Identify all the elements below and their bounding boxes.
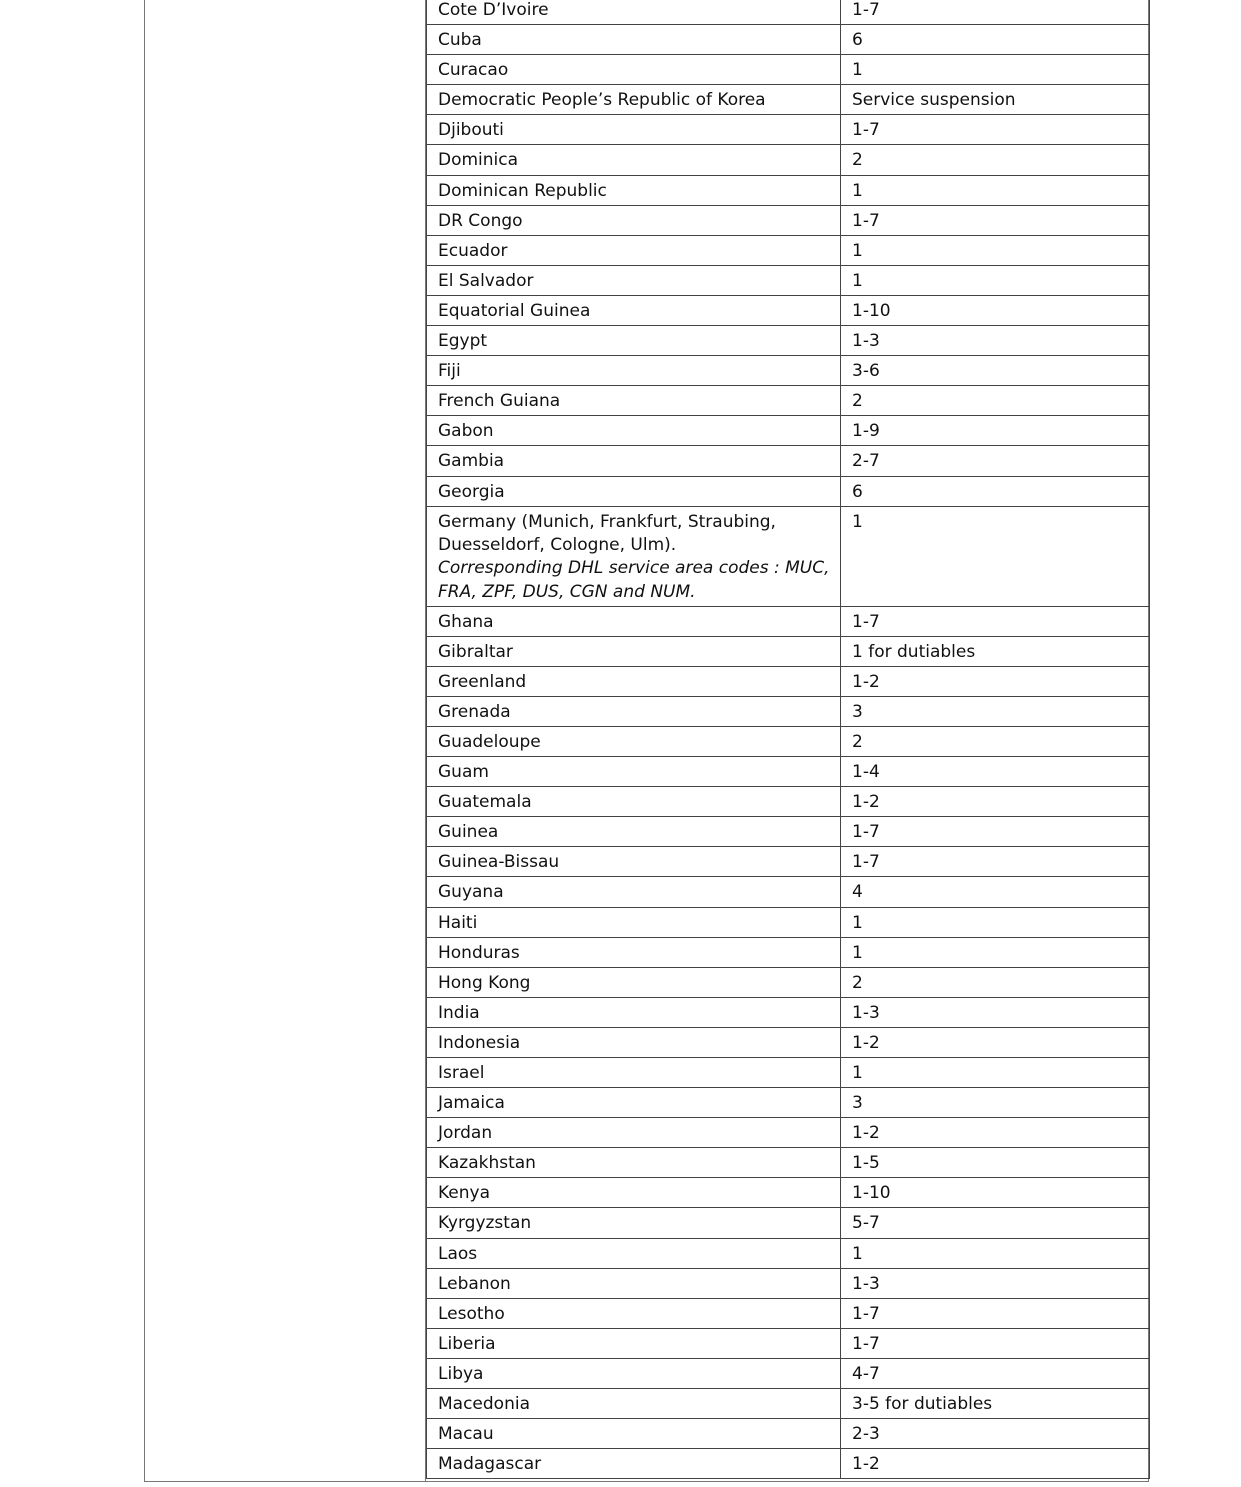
value-cell: 2-7 [841,446,1150,476]
value-cell: 1 [841,506,1150,606]
value-cell: 1 [841,265,1150,295]
value-cell: 1-7 [841,1328,1150,1358]
country-table [426,0,1150,1479]
country-name: Curacao [438,60,509,81]
country-name: Israel [438,1063,485,1083]
table-row [427,1148,1150,1178]
country-cell [427,416,841,446]
country-name: Guinea [438,822,499,843]
country-name: Germany (Munich, Frankfurt, Straubing, Duesseldorf, Cologne, Ulm). [438,511,776,555]
country-cell [427,696,841,726]
country-cell [427,1268,841,1298]
country-cell [427,1148,841,1178]
table-row [427,757,1150,787]
table-row [427,175,1150,205]
table-row [427,877,1150,907]
country-cell [427,967,841,997]
table-row [427,787,1150,817]
left-empty-cell [145,0,426,1481]
value-cell: 1-7 [841,205,1150,235]
country-name: Cote D’Ivoire [438,0,549,20]
value-cell: 1-5 [841,1148,1150,1178]
country-cell [427,235,841,265]
country-name: Ecuador [438,240,508,261]
country-name: Hong Kong [438,972,531,993]
table-row [427,666,1150,696]
table-row [427,967,1150,997]
country-cell [427,907,841,937]
value-cell: 1 [841,175,1150,205]
country-name: Guinea-Bissau [438,852,560,873]
country-name: Ghana [438,611,494,632]
country-cell [427,1298,841,1328]
country-cell [427,55,841,85]
value-cell: 2 [841,726,1150,756]
table-row [427,1449,1150,1479]
value-cell: 1-7 [841,606,1150,636]
country-cell [427,145,841,175]
table-row [427,726,1150,756]
country-cell [427,1208,841,1238]
country-name: Kenya [438,1183,491,1204]
country-cell [427,326,841,356]
table-row [427,606,1150,636]
value-cell: 1-9 [841,416,1150,446]
table-row [427,476,1150,506]
value-cell: 1 [841,55,1150,85]
country-cell [427,175,841,205]
country-cell [427,1328,841,1358]
table-row [427,1268,1150,1298]
value-cell: 1 [841,1058,1150,1088]
value-cell: 3-6 [841,356,1150,386]
country-cell [427,115,841,145]
table-row [427,235,1150,265]
country-name: Madagascar [438,1454,542,1475]
country-name: Kyrgyzstan [438,1213,532,1234]
value-cell: 1-2 [841,1118,1150,1148]
value-cell: 1 [841,1238,1150,1268]
country-name: India [438,1002,480,1023]
value-cell: 1 for dutiables [841,636,1150,666]
table-row [427,696,1150,726]
country-cell [427,25,841,55]
country-cell [427,295,841,325]
value-cell: 2 [841,967,1150,997]
table-row [427,85,1150,115]
country-cell [427,1088,841,1118]
country-note: Corresponding DHL service area codes : MUC, FRA, ZPF, DUS, CGN and NUM. [438,558,830,602]
value-cell: 1-10 [841,295,1150,325]
country-name: Macedonia [438,1394,530,1415]
table-row [427,265,1150,295]
table-row [427,25,1150,55]
country-cell [427,1178,841,1208]
country-cell [427,265,841,295]
value-cell: 1-4 [841,757,1150,787]
value-cell: 5-7 [841,1208,1150,1238]
value-cell: 1-7 [841,817,1150,847]
country-cell [427,1419,841,1449]
country-cell [427,0,841,25]
table-row [427,847,1150,877]
country-cell [427,1238,841,1268]
country-cell [427,386,841,416]
country-name: Haiti [438,912,478,933]
country-cell [427,476,841,506]
country-name: Democratic People’s Republic of Korea [438,90,766,111]
country-name: Guatemala [438,792,532,813]
value-cell: 1-3 [841,1268,1150,1298]
table-row [427,636,1150,666]
country-name: Honduras [438,942,520,963]
table-row [427,506,1150,606]
table-row [427,1238,1150,1268]
country-cell [427,1389,841,1419]
country-cell [427,937,841,967]
country-cell [427,356,841,386]
country-cell [427,1058,841,1088]
value-cell: 3-5 for dutiables [841,1389,1150,1419]
country-cell [427,1118,841,1148]
table-row [427,446,1150,476]
value-cell: 3 [841,1088,1150,1118]
value-cell: 2-3 [841,1419,1150,1449]
table-row [427,997,1150,1027]
country-cell [427,726,841,756]
value-cell: 1-7 [841,847,1150,877]
country-name: Dominica [438,150,519,171]
country-cell [427,1358,841,1388]
country-name: Grenada [438,701,511,722]
country-name: Equatorial Guinea [438,300,591,321]
value-cell: 1-2 [841,787,1150,817]
country-cell [427,446,841,476]
value-cell: 1 [841,235,1150,265]
country-cell [427,85,841,115]
country-cell [427,1027,841,1057]
table-row [427,907,1150,937]
country-name: Gambia [438,451,505,472]
table-row [427,1358,1150,1388]
table-row [427,817,1150,847]
table-row [427,205,1150,235]
country-cell [427,1449,841,1479]
country-name: Jordan [438,1123,493,1144]
value-cell: 2 [841,145,1150,175]
country-name: Guyana [438,882,504,903]
table-row [427,416,1150,446]
country-name: Guadeloupe [438,731,541,752]
table-row [427,937,1150,967]
country-cell [427,757,841,787]
country-cell [427,877,841,907]
value-cell: 1-7 [841,1298,1150,1328]
country-name: Indonesia [438,1032,521,1053]
value-cell: 1-10 [841,1178,1150,1208]
value-cell: 6 [841,25,1150,55]
country-name: Jamaica [438,1093,505,1114]
country-name: Cuba [438,30,482,51]
country-name: Laos [438,1243,478,1264]
value-cell: 1-7 [841,115,1150,145]
table-row [427,1298,1150,1328]
country-name: Fiji [438,361,461,382]
country-name: Gabon [438,421,494,442]
country-cell [427,506,841,606]
value-cell: 1 [841,937,1150,967]
table-row [427,1419,1150,1449]
country-name: Kazakhstan [438,1153,536,1174]
country-cell [427,787,841,817]
country-name: Lesotho [438,1303,505,1324]
value-cell: 3 [841,696,1150,726]
table-row [427,1027,1150,1057]
table-row [427,326,1150,356]
table-row [427,55,1150,85]
outer-table [144,0,1149,1482]
table-row [427,145,1150,175]
table-row [427,1058,1150,1088]
country-name: Georgia [438,481,505,502]
table-row [427,1088,1150,1118]
value-cell: 2 [841,386,1150,416]
country-name: DR Congo [438,210,523,231]
value-cell: 1-3 [841,326,1150,356]
country-cell [427,636,841,666]
value-cell: 1-2 [841,666,1150,696]
country-name: Djibouti [438,120,504,141]
table-row [427,356,1150,386]
country-name: Lebanon [438,1273,511,1294]
table-row [427,1178,1150,1208]
country-name: Liberia [438,1333,496,1354]
table-row [427,115,1150,145]
value-cell: 1-2 [841,1027,1150,1057]
table-row [427,386,1150,416]
country-cell [427,205,841,235]
value-cell: 1-2 [841,1449,1150,1479]
value-cell: 6 [841,476,1150,506]
country-cell [427,997,841,1027]
country-name: Egypt [438,331,488,352]
country-name: Macau [438,1424,494,1445]
country-name: Greenland [438,671,527,692]
country-cell [427,817,841,847]
country-name: Libya [438,1363,484,1384]
value-cell: 4 [841,877,1150,907]
country-name: El Salvador [438,270,534,291]
table-row [427,1118,1150,1148]
country-name: Dominican Republic [438,180,607,201]
value-cell: 1-7 [841,0,1150,25]
table-row [427,1328,1150,1358]
country-name: French Guiana [438,391,561,412]
country-cell [427,847,841,877]
table-row [427,0,1150,25]
country-name: Gibraltar [438,641,513,662]
country-name: Guam [438,762,489,783]
table-row [427,1208,1150,1238]
table-row [427,1389,1150,1419]
country-cell [427,606,841,636]
value-cell: Service suspension [841,85,1150,115]
table-row [427,295,1150,325]
value-cell: 1 [841,907,1150,937]
value-cell: 4-7 [841,1358,1150,1388]
value-cell: 1-3 [841,997,1150,1027]
country-cell [427,666,841,696]
